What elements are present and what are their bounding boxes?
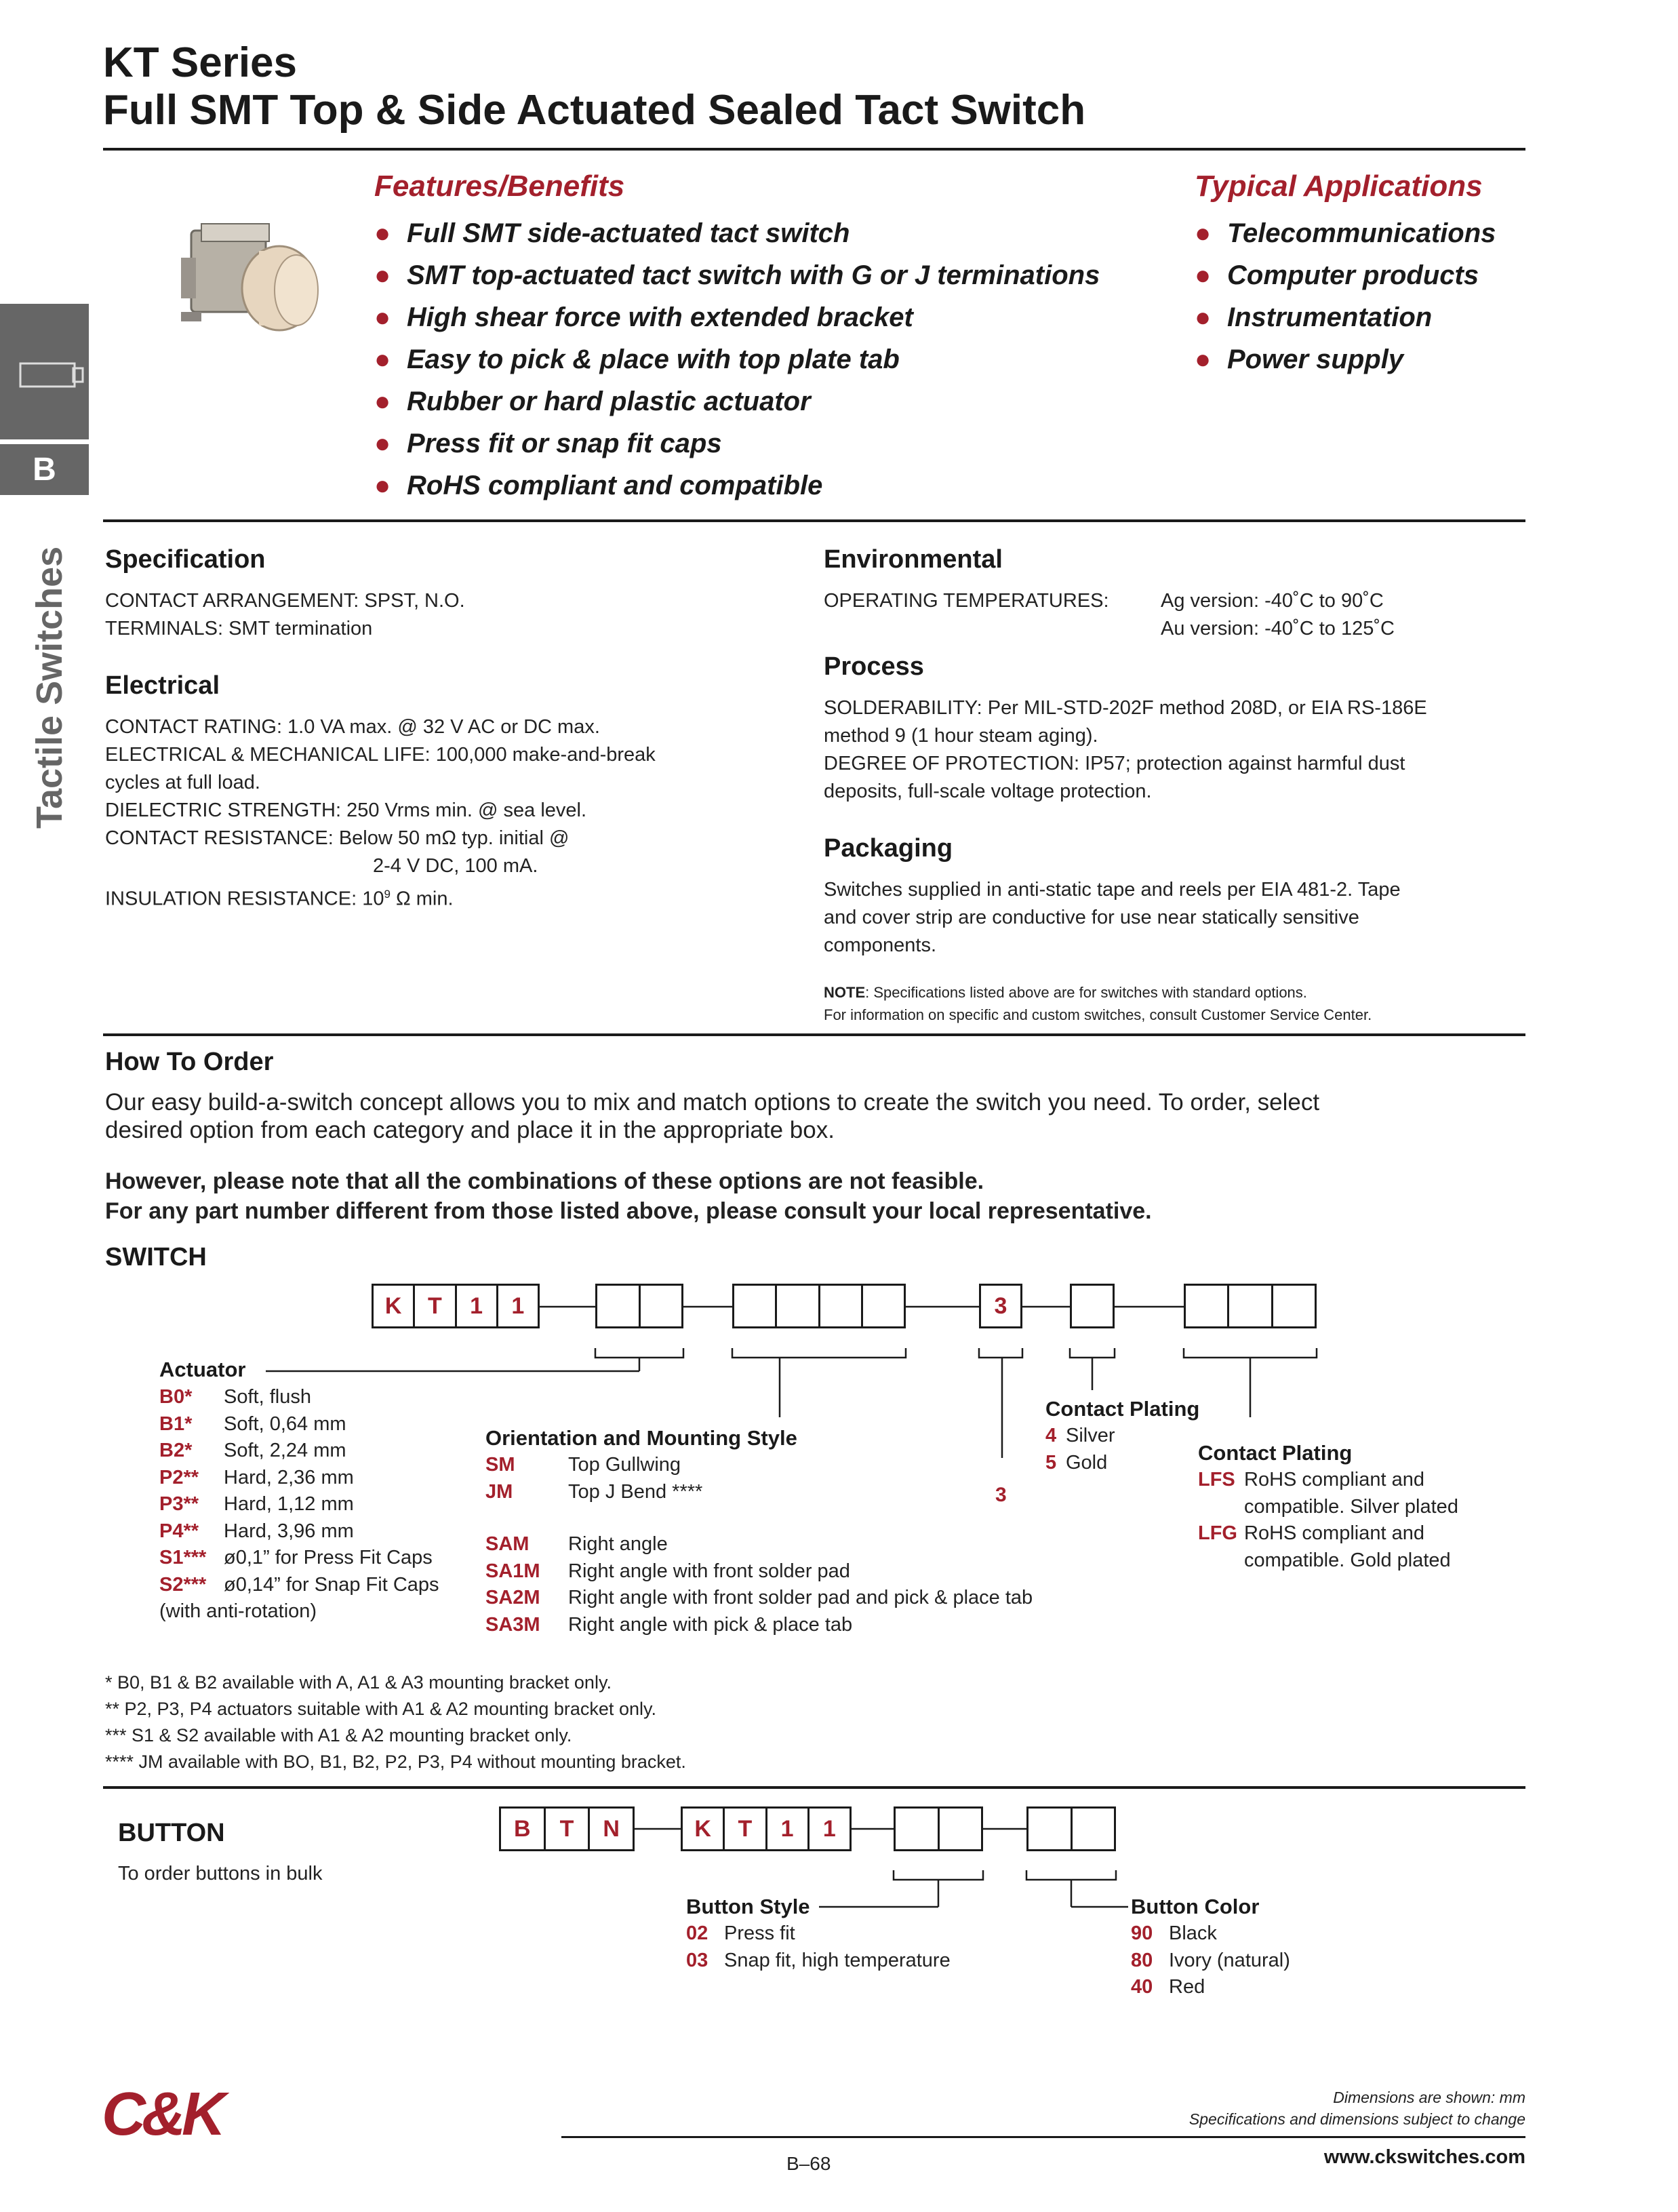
electrical-line: CONTACT RESISTANCE: Below 50 mΩ typ. initial @: [105, 827, 570, 849]
page-number: B–68: [786, 2153, 831, 2174]
button-color-heading: Button Color: [1131, 1895, 1260, 1918]
application-item: ● Computer products: [1195, 254, 1496, 296]
orientation-option: SA3M Right angle with pick & place tab: [485, 1613, 853, 1636]
application-item: ● Power supply: [1195, 338, 1496, 380]
contact-plating-options: [1045, 1423, 1115, 1476]
part-char: 3: [994, 1293, 1007, 1319]
electrical-heading: Electrical: [105, 671, 220, 700]
switch-rule: [103, 1786, 1525, 1789]
environmental-label: OPERATING TEMPERATURES:: [824, 590, 1109, 612]
dimensions-note: Dimensions are shown: mm: [1333, 2089, 1525, 2106]
rohs-plating-option: LFS RoHS compliant and: [1198, 1469, 1424, 1490]
orientation-options-top: [485, 1452, 702, 1505]
orientation-option: SAM Right angle: [485, 1533, 668, 1555]
bullet-icon: ●: [374, 429, 391, 458]
bullet-icon: ●: [1195, 344, 1212, 374]
how-to-order-heading: How To Order: [105, 1048, 274, 1076]
switch-outline-icon: [0, 304, 89, 439]
actuator-heading: Actuator: [159, 1358, 246, 1381]
electrical-line: cycles at full load.: [105, 772, 260, 793]
actuator-option: P4** Hard, 3,96 mm: [159, 1520, 354, 1542]
contact-plating-heading: Contact Plating: [1045, 1397, 1200, 1421]
button-color-option: 80 Ivory (natural): [1131, 1949, 1290, 1971]
orientation-option: SA1M Right angle with front solder pad: [485, 1560, 850, 1582]
rohs-plating-option-cont: compatible. Gold plated: [1244, 1549, 1451, 1571]
features-rule: [103, 519, 1525, 522]
bullet-icon: ●: [374, 302, 391, 332]
contact-plating-option: 4 Silver: [1045, 1425, 1115, 1446]
button-subtitle: To order buttons in bulk: [118, 1863, 323, 1884]
actuator-option: B1* Soft, 0,64 mm: [159, 1413, 346, 1435]
actuator-options: [159, 1384, 439, 1625]
part-char: K: [683, 1809, 725, 1849]
button-style-option: 02 Press fit: [686, 1922, 795, 1944]
website-link[interactable]: www.ckswitches.com: [1323, 2146, 1525, 2168]
order-intro-2: desired option from each category and place it in the appropriate box.: [105, 1117, 835, 1143]
button-style-options: [686, 1920, 951, 1974]
part-char: K: [374, 1286, 415, 1326]
bullet-icon: ●: [374, 344, 391, 374]
footnote: ** P2, P3, P4 actuators suitable with A1 & A2 mounting bracket only.: [105, 1699, 656, 1719]
button-leader-lines: [0, 1797, 1678, 1919]
applications-heading: Typical Applications: [1195, 170, 1483, 203]
button-color-options: [1131, 1920, 1290, 2001]
packaging-line: and cover strip are conductive for use near statically sensitive: [824, 907, 1359, 928]
actuator-note: (with anti-rotation): [159, 1600, 317, 1622]
actuator-option: S1*** ø0,1” for Press Fit Caps: [159, 1547, 433, 1568]
feature-item: ● Press fit or snap fit caps: [374, 422, 1100, 465]
bullet-icon: ●: [374, 260, 391, 290]
electrical-line: ELECTRICAL & MECHANICAL LIFE: 100,000 make-and-break: [105, 744, 656, 766]
environmental-heading: Environmental: [824, 545, 1003, 574]
application-item: ● Instrumentation: [1195, 296, 1496, 338]
feature-item: ● Rubber or hard plastic actuator: [374, 380, 1100, 422]
rohs-plating-option-cont: compatible. Silver plated: [1244, 1495, 1458, 1518]
feature-item: ● RoHS compliant and compatible: [374, 465, 1100, 507]
fixed-three-label: 3: [995, 1484, 1007, 1506]
electrical-line: CONTACT RATING: 1.0 VA max. @ 32 V AC or DC max.: [105, 716, 600, 738]
side-tab-letter: B: [0, 444, 89, 495]
part-char: 1: [767, 1809, 810, 1849]
feature-item: ● Full SMT side-actuated tact switch: [374, 212, 1100, 254]
orientation-option: JM Top J Bend ****: [485, 1480, 703, 1503]
features-list: [374, 212, 1100, 507]
button-style-heading: Button Style: [686, 1895, 810, 1918]
button-color-option: 90 Black: [1131, 1922, 1217, 1944]
part-char: 1: [822, 1816, 836, 1842]
actuator-option: P2** Hard, 2,36 mm: [159, 1466, 354, 1488]
specification-heading: Specification: [105, 545, 266, 574]
bullet-icon: ●: [1195, 302, 1212, 332]
packaging-note-2: For information on specific and custom switches, consult Customer Service Center.: [824, 1006, 1372, 1023]
side-tab-top: [0, 304, 89, 439]
process-line: method 9 (1 hour steam aging).: [824, 725, 1098, 747]
environmental-au: Au version: -40˚C to 125˚C: [1161, 618, 1395, 639]
packaging-heading: Packaging: [824, 834, 953, 863]
contact-plating-option: 5 Gold: [1045, 1451, 1108, 1474]
bullet-icon: ●: [374, 218, 391, 248]
electrical-line: 2-4 V DC, 100 mA.: [373, 855, 538, 877]
rohs-plating-option: LFG RoHS compliant and: [1198, 1522, 1424, 1544]
electrical-line: DIELECTRIC STRENGTH: 250 Vrms min. @ sea level.: [105, 799, 587, 821]
orientation-heading: Orientation and Mounting Style: [485, 1426, 797, 1450]
part-char: N: [603, 1816, 620, 1842]
process-line: deposits, full-scale voltage protection.: [824, 781, 1152, 802]
part-char: 1: [457, 1286, 498, 1326]
spec-line: TERMINALS: SMT termination: [105, 618, 373, 639]
spec-line: CONTACT ARRANGEMENT: SPST, N.O.: [105, 590, 465, 612]
part-char: T: [725, 1809, 767, 1849]
process-heading: Process: [824, 652, 924, 681]
footnote: *** S1 & S2 available with A1 & A2 mounting bracket only.: [105, 1725, 572, 1745]
actuator-option: P3** Hard, 1,12 mm: [159, 1493, 354, 1515]
button-color-option: 40 Red: [1131, 1976, 1205, 1998]
insulation-line: INSULATION RESISTANCE: $10^9$ Ω min.: [105, 888, 454, 910]
process-line: SOLDERABILITY: Per MIL-STD-202F method 208D, or EIA RS-186E: [824, 697, 1427, 719]
packaging-line: components.: [824, 934, 937, 956]
rohs-plating-options: [1198, 1467, 1458, 1574]
footer-rule: [561, 2136, 1525, 2138]
bullet-icon: ●: [374, 471, 391, 500]
header-rule: [103, 148, 1525, 151]
packaging-line: Switches supplied in anti-static tape and reels per EIA 481-2. Tape: [824, 879, 1401, 901]
part-char: T: [415, 1286, 456, 1326]
side-tab-category: Tactile Switches: [29, 546, 70, 829]
packaging-note: NOTE: Specifications listed above are for switches with standard options.: [824, 984, 1307, 1001]
spec-rule: [103, 1033, 1525, 1036]
rohs-plating-heading: Contact Plating: [1198, 1441, 1353, 1465]
bullet-icon: ●: [374, 387, 391, 416]
actuator-option: B0* Soft, flush: [159, 1386, 311, 1408]
title-series: KT Series: [103, 39, 298, 86]
switch-footnotes: [105, 1670, 686, 1775]
process-line: DEGREE OF PROTECTION: IP57; protection against harmful dust: [824, 753, 1405, 774]
switch-heading: SWITCH: [105, 1243, 207, 1271]
applications-list: [1195, 212, 1496, 380]
orientation-option: SA2M Right angle with front solder pad and pick & place tab: [485, 1587, 1033, 1608]
button-style-option: 03 Snap fit, high temperature: [686, 1949, 951, 1971]
footnote: * B0, B1 & B2 available with A, A1 & A3 mounting bracket only.: [105, 1672, 612, 1693]
actuator-option: S2*** ø0,14” for Snap Fit Caps: [159, 1573, 439, 1596]
part-char: 1: [511, 1293, 525, 1319]
order-intro: Our easy build-a-switch concept allows you to mix and match options to create the switch you need. To order, select: [105, 1089, 1320, 1115]
bullet-icon: ●: [1195, 218, 1212, 248]
button-heading: BUTTON: [118, 1819, 225, 1847]
features-heading: Features/Benefits: [374, 170, 625, 203]
application-item: ● Telecommunications: [1195, 212, 1496, 254]
feature-item: ● Easy to pick & place with top plate tab: [374, 338, 1100, 380]
order-warning: However, please note that all the combinations of these options are not feasible.: [105, 1168, 984, 1194]
footnote: **** JM available with BO, B1, B2, P2, P3, P4 without mounting bracket.: [105, 1752, 686, 1772]
orientation-options-angle: [485, 1531, 1033, 1638]
environmental-ag: Ag version: -40˚C to 90˚C: [1161, 590, 1384, 612]
part-char: T: [546, 1809, 591, 1849]
feature-item: ● High shear force with extended bracket: [374, 296, 1100, 338]
bullet-icon: ●: [1195, 260, 1212, 290]
page-title: Full SMT Top & Side Actuated Sealed Tact Switch: [103, 87, 1086, 134]
feature-item: ● SMT top-actuated tact switch with G or J terminations: [374, 254, 1100, 296]
actuator-option: B2* Soft, 2,24 mm: [159, 1440, 346, 1461]
change-note: Specifications and dimensions subject to change: [1188, 2110, 1525, 2128]
order-warning-2: For any part number different from those listed above, please consult your local representative.: [105, 1198, 1152, 1224]
orientation-option: SM Top Gullwing: [485, 1454, 681, 1476]
part-char: B: [501, 1809, 546, 1849]
ck-logo: C&K: [102, 2080, 222, 2148]
product-photo: [178, 210, 327, 346]
